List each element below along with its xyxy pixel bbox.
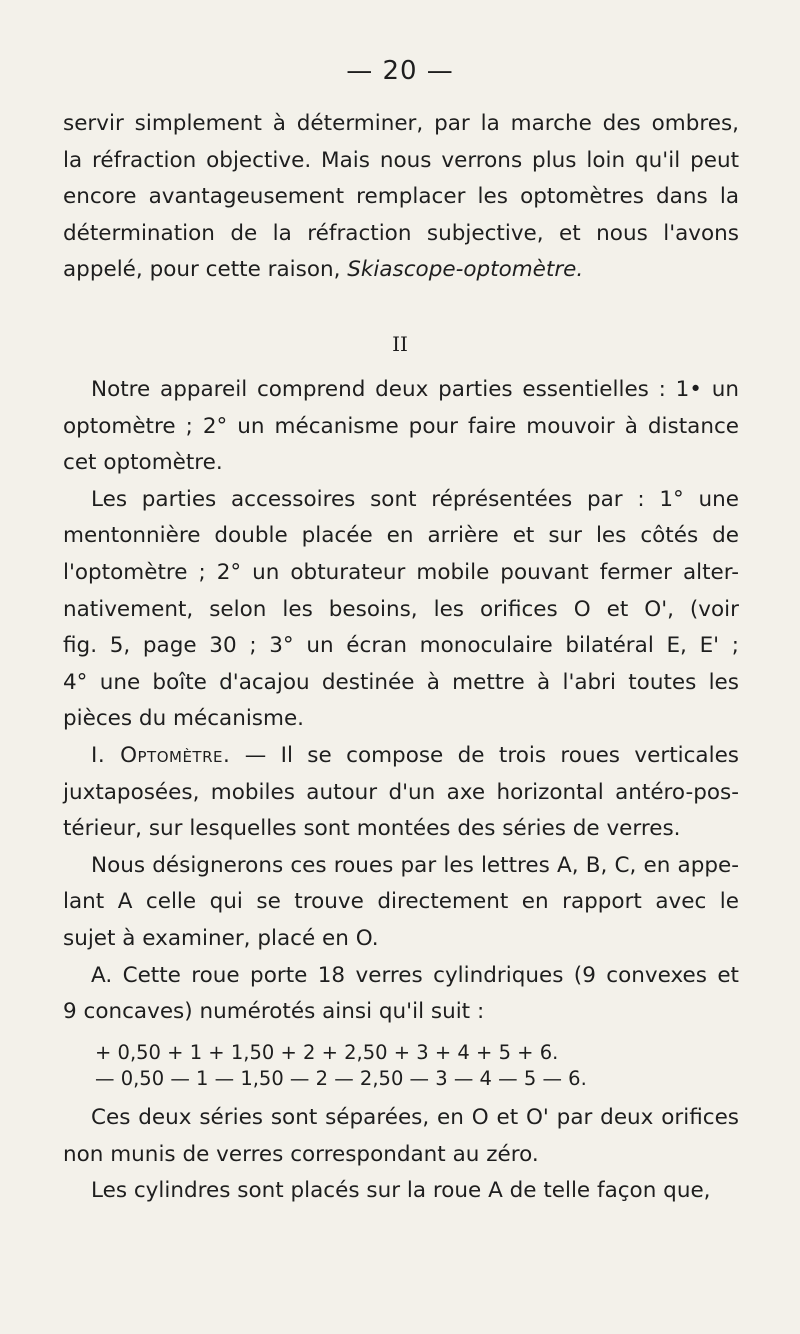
text-line: lant A celle qui se trouve directement en rapport avec le (63, 889, 739, 915)
text-line: Ces deux séries sont séparées, en O et O' par deux orifices (91, 1105, 739, 1130)
text-line-rest: — Il se compose de trois roues verticales (230, 742, 739, 768)
text-line: cet optomètre. (63, 450, 223, 476)
series-positive: + 0,50 + 1 + 1,50 + 2 + 2,50 + 3 + 4 + 5 + 6. (95, 1041, 559, 1064)
text-line: la réfraction objective. Mais nous verrons plus loin qu'il peut (63, 147, 739, 173)
paragraph-series (63, 1100, 739, 1173)
text-line: sujet à examiner, placé en O. (63, 925, 379, 951)
text-line-prefix: appelé, pour cette raison, (63, 257, 348, 283)
text-line: non munis de verres correspondant au zéro. (63, 1141, 539, 1167)
device-name: Skiascope-optomètre. (347, 257, 584, 283)
text-line: Les cylindres sont placés sur la roue A de telle façon que, (91, 1178, 711, 1204)
text-line: l'optomètre ; 2° un obturateur mobile pouvant fermer alter- (63, 559, 739, 585)
text-line: optomètre ; 2° un mécanisme pour faire mouvoir à distance (63, 413, 739, 439)
text-line: Les parties accessoires sont réprésentées par : 1° une (91, 486, 739, 512)
text-line: 9 concaves) numérotés ainsi qu'il suit : (63, 999, 485, 1025)
text-line: térieur, sur lesquelles sont montées des séries de verres. (63, 816, 681, 842)
paragraph-roue-a (63, 958, 739, 1031)
paragraph-optometre (63, 738, 739, 848)
section-body (63, 372, 739, 1031)
text-line: juxtaposées, mobiles autour d'un axe horizontal antéro-pos- (63, 779, 739, 805)
section-heading: II (392, 332, 408, 356)
text-line: servir simplement à déterminer, par la marche des ombres, (63, 111, 739, 136)
subsection-label: I. Optomètre. (91, 742, 231, 768)
page-number: — 20 — (346, 56, 454, 86)
text-line: nativement, selon les besoins, les orifices O et O', (voir (63, 596, 739, 622)
text-line: 4° une boîte d'acajou destinée à mettre à l'abri toutes les (63, 669, 739, 695)
text-line (63, 738, 739, 775)
series-negative: — 0,50 — 1 — 1,50 — 2 — 2,50 — 3 — 4 — 5 — 6. (95, 1067, 587, 1090)
text-line: Notre appareil comprend deux parties essentielles : 1• un (91, 377, 739, 402)
text-line: mentonnière double placée en arrière et sur les côtés de (63, 523, 739, 549)
intro-paragraph (63, 106, 739, 289)
paragraph-accessory-parts (63, 482, 739, 738)
paragraph-designation (63, 848, 739, 958)
paragraph-essential-parts (63, 372, 739, 482)
text-line: A. Cette roue porte 18 verres cylindriques (9 convexes et (91, 962, 739, 988)
closing-body (63, 1100, 739, 1210)
text-line: détermination de la réfraction subjective, et nous l'avons (63, 220, 739, 246)
text-line: fig. 5, page 30 ; 3° un écran monoculaire bilatéral E, E' ; (63, 633, 739, 659)
text-line (63, 252, 739, 289)
text-line: Nous désignerons ces roues par les lettres A, B, C, en appe- (91, 852, 739, 878)
text-line: encore avantageusement remplacer les optomètres dans la (63, 184, 739, 210)
text-line: pièces du mécanisme. (63, 706, 305, 732)
